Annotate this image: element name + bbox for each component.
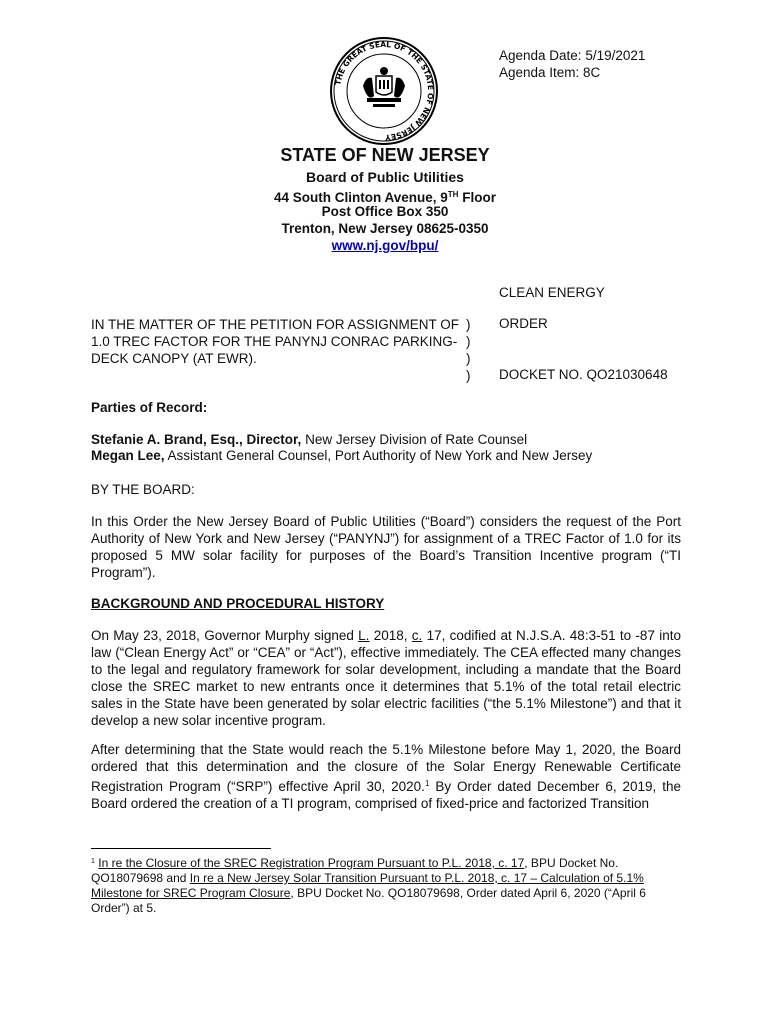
svg-text:THE GREAT SEAL OF THE STATE OF: THE GREAT SEAL OF THE STATE OF NEW JERSEY	[333, 39, 436, 143]
by-the-board: BY THE BOARD:	[91, 482, 195, 497]
footnote-ref[interactable]: 1	[424, 779, 430, 788]
parties-heading: Parties of Record:	[91, 400, 208, 415]
matter-caption: IN THE MATTER OF THE PETITION FOR ASSIGNMENT OF 1.0 TREC FACTOR FOR THE PANYNJ CONRAC PARKING-DECK CANOPY (AT EWR).	[91, 317, 460, 366]
footnote-1: $^1$ In re the Closure of the SREC Registration Program Pursuant to P.L. 2018, c. 17, BPU Docket No. QO18079698 and In re a New Jersey Solar Transition Pursuant to P.L. 2018, c. 17 – Calculation of 5.1% Milestone for SREC Program Closure, BPU Docket No. QO18079698, Order dated April 6, 2020 (“April 6 Order”) at 5.	[91, 856, 646, 915]
intro-paragraph: In this Order the New Jersey Board of Public Utilities (“Board”) considers the request of the Port Authority of New York and New Jersey (“PANYNJ”) for assignment of a TREC Factor of 1.0 for its proposed 5 MW solar facility for purposes of the Board’s Transition Incentive program (“TI Program”).	[91, 514, 681, 580]
party-2: Megan Lee, Assistant General Counsel, Port Authority of New York and New Jersey	[91, 448, 593, 463]
po-box: Post Office Box 350	[321, 204, 449, 219]
city-address: Trenton, New Jersey 08625-0350	[281, 221, 489, 236]
docket-number: DOCKET NO. QO21030648	[499, 367, 668, 382]
website-link[interactable]: www.nj.gov/bpu/	[331, 238, 439, 253]
agenda-item: Agenda Item: 8C	[499, 65, 601, 80]
background-paragraph-2: After determining that the State would reach the 5.1% Milestone before May 1, 2020, the Board ordered that this determination and the closure of the Solar Energy Renewable Certificate Registration Program (“SRP”) effective April 30, 2020.$^1$ By Order dated December 6, 2019, the Board ordered the creation of a TI program, comprised of fixed-price and factorized Transition	[91, 742, 681, 811]
agenda-date: Agenda Date: 5/19/2021	[499, 48, 646, 63]
background-paragraph-1: On May 23, 2018, Governor Murphy signed L. 2018, c. 17, codified at N.J.S.A. 48:3-51 to -87 into law (“Clean Energy Act” or “CEA” or “Act”), effective immediately. The CEA effected many changes to the legal and regulatory framework for solar development, including a mandate that the Board close the SREC market to new entrants once it determines that 5.1% of the total retail electric sales in the State have been generated by solar electric facilities (“the 5.1% Milestone”) and that it develop a new solar incentive program.	[91, 628, 681, 728]
state-title: STATE OF NEW JERSEY	[280, 145, 490, 165]
footnote-divider	[91, 848, 271, 849]
section-heading: BACKGROUND AND PROCEDURAL HISTORY	[91, 596, 385, 611]
order-label: ORDER	[499, 316, 548, 331]
caption-parens: ) ) ) )	[466, 317, 471, 383]
state-seal	[329, 36, 439, 146]
category-label: CLEAN ENERGY	[499, 285, 605, 300]
board-address: 44 South Clinton Avenue, 9TH Floor	[274, 190, 496, 205]
board-name: Board of Public Utilities	[306, 169, 464, 185]
website-row	[0, 237, 770, 254]
party-1: Stefanie A. Brand, Esq., Director, New Jersey Division of Rate Counsel	[91, 432, 528, 447]
agenda-info	[499, 47, 645, 81]
